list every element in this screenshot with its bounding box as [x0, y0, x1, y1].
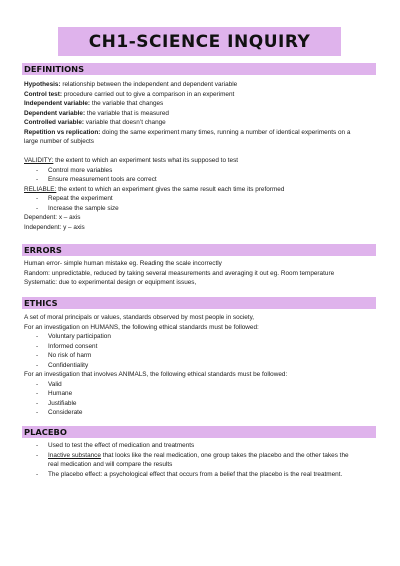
page-title: CH1-SCIENCE INQUIRY [88, 31, 311, 52]
list-item: Considerate [48, 409, 83, 416]
definition-line [24, 90, 234, 99]
definition-text: variable that doesn’t change [84, 119, 166, 126]
dash-bullet: - [36, 333, 39, 340]
definition-term: Control test: [24, 90, 62, 98]
section-heading: DEFINITIONS [24, 64, 85, 74]
page-title-banner [58, 27, 341, 56]
definition-text: doing the same experiment many times, running a number of identical experiments on a [100, 128, 351, 136]
list-item [48, 451, 349, 460]
error-line: Human error- simple human mistake eg. Reading the scale incorrectly [24, 260, 222, 267]
dash-bullet: - [36, 399, 39, 407]
dash-bullet: - [36, 204, 39, 212]
dash-bullet: - [36, 166, 39, 174]
definition-term: Hypothesis: [24, 81, 61, 88]
section-header-placebo [22, 426, 376, 438]
list-item: Increase the sample size [48, 204, 119, 212]
dash-bullet: - [36, 361, 39, 369]
dash-bullet: - [36, 380, 39, 388]
validity-text: the extent to which an experiment tests what its supposed to test [53, 157, 239, 164]
definition-line [24, 118, 166, 127]
section-heading: PLACEBO [24, 427, 67, 437]
independent-axis-line: Independent: y – axis [24, 223, 85, 231]
placebo-text: that looks like the real medication, one group takes the placebo and the other takes the [100, 451, 349, 459]
error-line: Random: unpredictable, reduced by taking several measurements and averaging it out eg. Room temperature [24, 269, 335, 277]
definition-text: procedure carried out to give a comparison in an experiment [62, 90, 235, 98]
list-item-continuation: real medication and will compare the results [48, 461, 173, 468]
definition-text: the variable that changes [90, 100, 164, 107]
section-header-ethics [22, 297, 376, 309]
dash-bullet: - [36, 195, 39, 202]
section-heading: ERRORS [24, 245, 62, 255]
list-item: Valid [48, 380, 62, 388]
definition-text: relationship between the independent and dependent variable [60, 81, 238, 88]
list-item: Repeat the experiment [48, 195, 113, 202]
dependent-axis-line: Dependent: x – axis [24, 214, 81, 221]
definition-line [24, 80, 237, 89]
section-header-definitions [22, 63, 376, 75]
definition-term: Controlled variable: [24, 119, 85, 126]
list-item: Informed consent [48, 342, 98, 350]
definition-term: Repetition vs replication: [24, 128, 101, 136]
dash-bullet: - [36, 470, 39, 478]
list-item: Voluntary participation [48, 333, 111, 340]
list-item: Confidentiality [48, 361, 89, 369]
definition-term: Dependent variable: [24, 109, 86, 117]
dash-bullet: - [36, 409, 39, 416]
list-item: Ensure measurement tools are correct [48, 176, 157, 183]
list-item: The placebo effect: a psychological effect that occurs from a belief that the placebo is the real treatment. [48, 470, 343, 478]
definition-line [24, 109, 169, 118]
definition-continuation: large number of subjects [24, 138, 94, 145]
definition-line [24, 99, 163, 108]
placebo-term: Inactive substance [48, 451, 101, 459]
reliable-term: RELIABLE: [24, 185, 57, 193]
list-item: Used to test the effect of medication and treatments [48, 442, 195, 449]
validity-line [24, 156, 238, 165]
ethics-intro: A set of moral principals or values, standards observed by most people in society, [24, 314, 255, 321]
definition-line [24, 128, 350, 137]
list-item: Humane [48, 390, 73, 397]
error-line: Systematic: due to experimental design or equipment issues, [24, 279, 197, 286]
section-heading: ETHICS [24, 298, 58, 308]
dash-bullet: - [36, 390, 39, 397]
section-header-errors [22, 244, 376, 256]
validity-term: VALIDITY: [24, 157, 54, 164]
ethics-humans-line: For an investigation on HUMANS, the following ethical standards must be followed: [24, 323, 259, 331]
list-item: Control more variables [48, 166, 113, 174]
list-item: Justifiable [48, 399, 77, 407]
dash-bullet: - [36, 342, 39, 350]
reliable-line [24, 185, 284, 194]
definition-text: the variable that is measured [85, 109, 169, 117]
dash-bullet: - [36, 352, 39, 359]
ethics-animals-line: For an investigation that involves ANIMALS, the following ethical standards must be followed: [24, 371, 288, 378]
dash-bullet: - [36, 451, 39, 459]
definition-term: Independent variable: [24, 100, 91, 107]
dash-bullet: - [36, 176, 39, 183]
list-item: No risk of harm [48, 352, 92, 359]
reliable-text: the extent to which an experiment gives the same result each time its preformed [56, 185, 285, 193]
dash-bullet: - [36, 442, 39, 449]
